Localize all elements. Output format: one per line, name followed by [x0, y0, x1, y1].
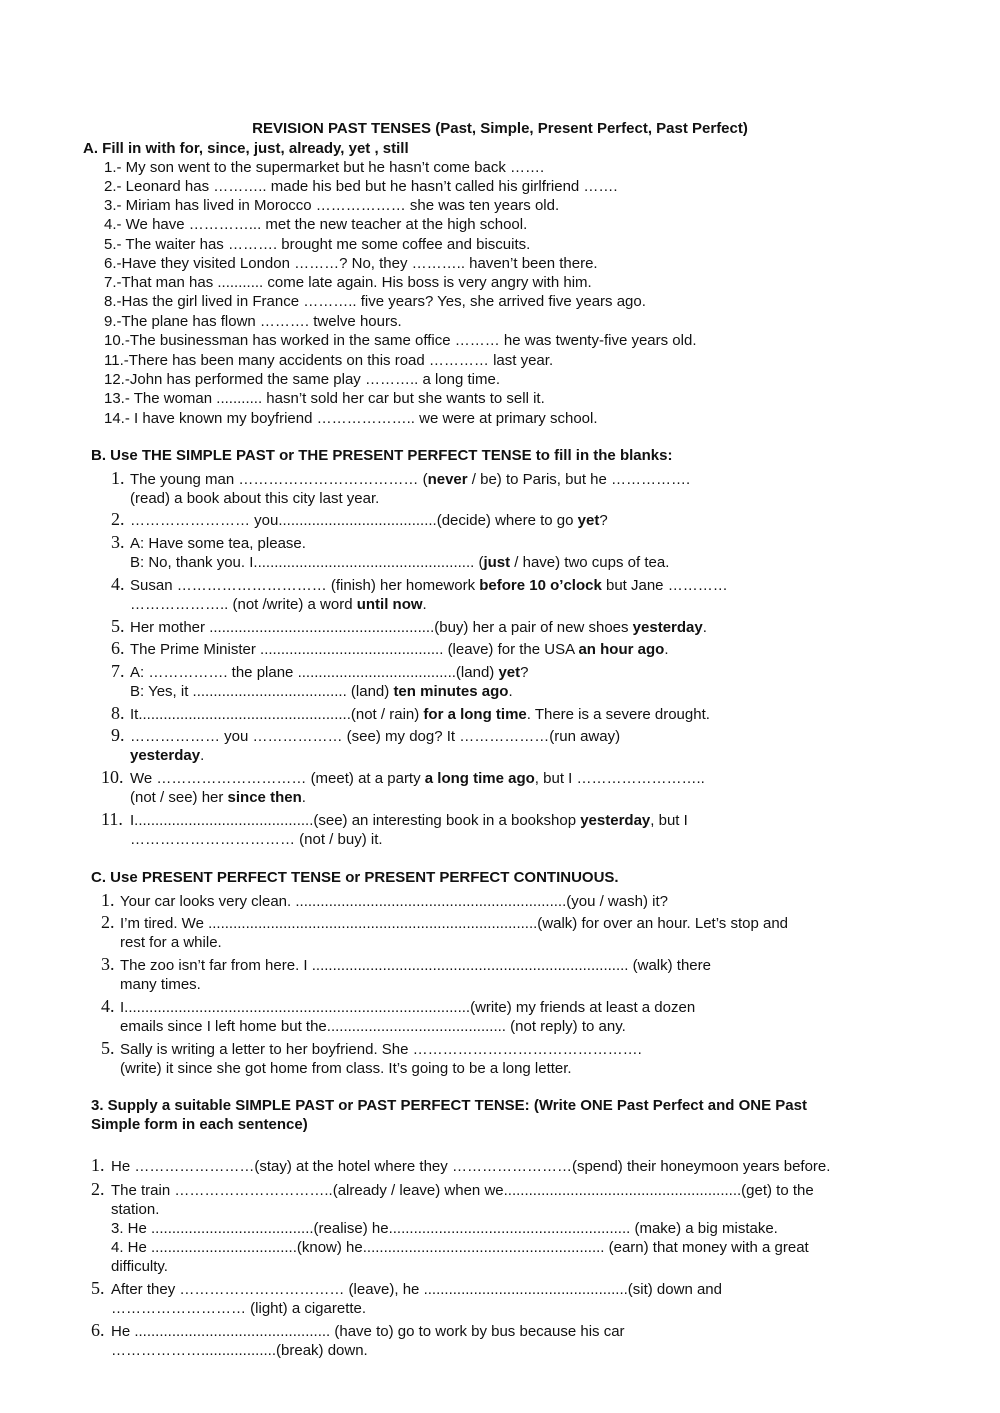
item-number: 1.: [111, 468, 125, 488]
exercise-line: (read) a book about this city last year.: [130, 490, 380, 507]
item-number: 7.: [111, 661, 125, 681]
exercise-line: ……………….. (not /write) a word until now.: [130, 596, 427, 613]
item-number: 1.: [101, 890, 115, 910]
exercise-line: B: Yes, it ..................................... (land) ten minutes ago.: [130, 683, 513, 700]
exercise-line: The Prime Minister ............................................ (leave) for the USA an hour ago.: [130, 641, 669, 658]
exercise-line: He ............................................... (have to) go to work by bus because his car: [111, 1323, 625, 1340]
exercise-line: He ……………………(stay) at the hotel where they ……………………(spend) their honeymoon years before.: [111, 1158, 831, 1175]
item-number: 4.: [111, 574, 125, 594]
exercise-line: Her mother ......................................................(buy) her a pair of new shoes yesterday.: [130, 619, 707, 636]
item-number: 6.: [91, 1320, 105, 1340]
exercise-line: many times.: [120, 976, 201, 993]
list-item: 13.- The woman ........... hasn’t sold her car but she wants to sell it.: [104, 390, 545, 407]
list-item: 5.- The waiter has ………. brought me some coffee and biscuits.: [104, 236, 531, 253]
exercise-line: Susan ………………………… (finish) her homework before 10 o’clock but Jane …………: [130, 577, 728, 594]
exercise-line: difficulty.: [111, 1258, 168, 1275]
list-item: 8.-Has the girl lived in France ……….. five years? Yes, she arrived five years ago.: [104, 293, 646, 310]
exercise-line: The zoo isn’t far from here. I ............................................................................ (walk) there: [120, 957, 711, 974]
exercise-line: rest for a while.: [120, 934, 222, 951]
exercise-line: Your car looks very clean. .................................................................(you / wash) it?: [120, 893, 668, 910]
section-a-heading: A. Fill in with for, since, just, already, yet , still: [83, 140, 409, 157]
exercise-line: After they …………………………… (leave), he .................................................(sit) down and: [111, 1281, 722, 1298]
section-3-heading-cont: Simple form in each sentence): [91, 1116, 308, 1133]
exercise-line: B: No, thank you. I..................................................... (just / have) two cups of tea.: [130, 554, 670, 571]
item-number: 10.: [101, 767, 124, 787]
exercise-line: A: Have some tea, please.: [130, 535, 306, 552]
item-number: 4.: [101, 996, 115, 1016]
item-number: 5.: [111, 616, 125, 636]
list-item: 14.- I have known my boyfriend ……………….. we were at primary school.: [104, 410, 598, 427]
item-number: 5.: [101, 1038, 115, 1058]
item-number: 1.: [91, 1155, 105, 1175]
exercise-line: (write) it since she got home from class. It’s going to be a long letter.: [120, 1060, 572, 1077]
exercise-line: 3. He .......................................(realise) he.......................................................... (make) a big mistake.: [111, 1220, 778, 1237]
list-item: 3.- Miriam has lived in Morocco ……………… she was ten years old.: [104, 197, 560, 214]
item-number: 9.: [111, 725, 125, 745]
list-item: 2.- Leonard has ……….. made his bed but he hasn’t called his girlfriend …….: [104, 178, 618, 195]
exercise-line: Sally is writing a letter to her boyfriend. She ……………………………………….: [120, 1041, 642, 1058]
exercise-line: It...................................................(not / rain) for a long time. There is a severe drought.: [130, 706, 710, 723]
exercise-line: station.: [111, 1201, 160, 1218]
exercise-line: I...........................................(see) an interesting book in a bookshop yesterday, but I: [130, 812, 688, 829]
item-number: 2.: [111, 509, 125, 529]
section-b-heading: B. Use THE SIMPLE PAST or THE PRESENT PERFECT TENSE to fill in the blanks:: [91, 447, 673, 464]
section-3-heading: 3. Supply a suitable SIMPLE PAST or PAST PERFECT TENSE: (Write ONE Past Perfect and ONE Past: [91, 1097, 807, 1114]
section-c-heading: C. Use PRESENT PERFECT TENSE or PRESENT PERFECT CONTINUOUS.: [91, 869, 619, 886]
exercise-line: I...................................................................................(write) my friends at least a dozen: [120, 999, 696, 1016]
list-item: 4.- We have …………... met the new teacher at the high school.: [104, 216, 528, 233]
exercise-line: ………………..................(break) down.: [111, 1342, 368, 1359]
exercise-line: …………………… you......................................(decide) where to go yet?: [130, 512, 608, 529]
item-number: 2.: [101, 912, 115, 932]
exercise-line: I’m tired. We ...............................................................................(walk) for over an hour. Let’s stop and: [120, 915, 788, 932]
exercise-line: We ………………………… (meet) at a party a long time ago, but I ……………………..: [130, 770, 705, 787]
exercise-line: The train …………………………..(already / leave) when we.........................................................(get) to the: [111, 1182, 814, 1199]
exercise-line: A: ……………. the plane ......................................(land) yet?: [130, 664, 529, 681]
exercise-line: ……………………… (light) a cigarette.: [111, 1300, 367, 1317]
list-item: 11.-There has been many accidents on this road ………… last year.: [104, 352, 554, 369]
exercise-line: 4. He ...................................(know) he.......................................................... (earn) that money with a great: [111, 1239, 809, 1256]
item-number: 8.: [111, 703, 125, 723]
list-item: 12.-John has performed the same play ……….. a long time.: [104, 371, 501, 388]
item-number: 11.: [101, 809, 123, 829]
exercise-line: The young man ……………………………… (never / be) to Paris, but he …………….: [130, 471, 691, 488]
list-item: 10.-The businessman has worked in the same office ……… he was twenty-five years old.: [104, 332, 697, 349]
exercise-line: …………………………… (not / buy) it.: [130, 831, 383, 848]
exercise-line: yesterday.: [130, 747, 205, 764]
item-number: 5.: [91, 1278, 105, 1298]
page-title: REVISION PAST TENSES (Past, Simple, Present Perfect, Past Perfect): [252, 120, 748, 137]
list-item: 7.-That man has ........... come late again. His boss is very angry with him.: [104, 274, 592, 291]
item-number: 3.: [101, 954, 115, 974]
list-item: 1.- My son went to the supermarket but he hasn’t come back …….: [104, 159, 545, 176]
item-number: 6.: [111, 638, 125, 658]
exercise-line: ……………… you ……………… (see) my dog? It ………………(run away): [130, 728, 621, 745]
item-number: 2.: [91, 1179, 105, 1199]
list-item: 6.-Have they visited London ………? No, they ……….. haven’t been there.: [104, 255, 598, 272]
exercise-line: (not / see) her since then.: [130, 789, 306, 806]
list-item: 9.-The plane has flown ………. twelve hours.: [104, 313, 402, 330]
exercise-line: emails since I left home but the........................................... (not reply) to any.: [120, 1018, 626, 1035]
item-number: 3.: [111, 532, 125, 552]
